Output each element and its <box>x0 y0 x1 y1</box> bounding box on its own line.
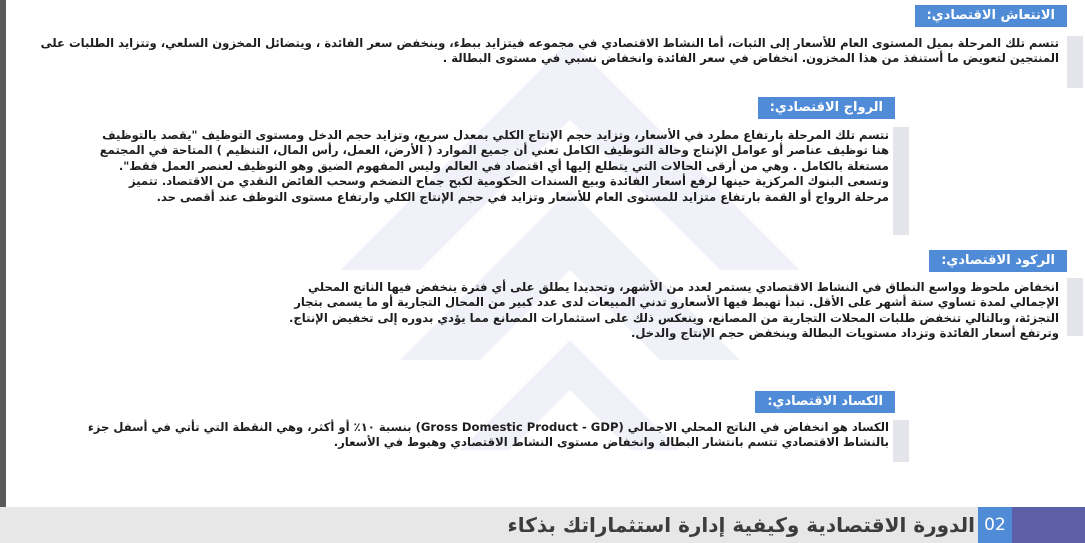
section-heading-recession: الركود الاقتصادي: <box>929 250 1067 272</box>
footer-title: الدورة الاقتصادية وكيفية إدارة استثماراتك بذكاء <box>507 513 975 537</box>
page-number: 02 <box>978 507 1012 543</box>
section-accent-bar <box>1067 36 1083 88</box>
page-footer <box>0 507 1085 543</box>
footer-accent-strip <box>1012 507 1085 543</box>
paragraph-depression: الكساد هو انخفاض في الناتج المحلي الاجمالي (Gross Domestic Product - GDP) بنسبة ١٠٪ أو أكثر، وهي النقطة التي تأتي في أسفل جزء بالنشاط الاقتصادي تتسم بانتشار البطالة وانخفاض مستوى النشاط الاقتصادي وهبوط في الأسعار. <box>87 420 889 450</box>
paragraph-recovery: تتسم تلك المرحلة بميل المستوى العام للأسعار إلى الثبات، أما النشاط الاقتصادي في مجموعه فيتزايد ببطء، وينخفض سعر الفائدة ، ويتضائل المخزون السلعي، وتتزايد الطلبات على المنتجين لتعويض ما أستنفذ من هذا المخزون. انخفاض في سعر الفائدة وانخفاض نسبي في مستوى البطالة . <box>40 36 1059 66</box>
section-heading-recovery: الانتعاش الاقتصادي: <box>915 5 1067 27</box>
paragraph-boom: تتسم تلك المرحلة بارتفاع مطرد في الأسعار، وتزايد حجم الإنتاج الكلي بمعدل سريع، وتزايد حجم الدخل ومستوى التوظيف "يقصد بالتوظيف هنا توظيف عناصر أو عوامل الإنتاج وحالة التوظيف الكامل تعني أن جميع الموارد ( الأرض، العمل، رأس المال، التنظيم ) المتاحة في المجتمع مستغلة بالكامل . وهي من أرقى الحالات التي يتطلع إليها أي اقتصاد في العالم وليس المفهوم الضيق وهو التوظيف لعنصر العمل فقط". وتسعى البنوك المركزية حينها لرفع أسعار الفائدة وبيع السندات الحكومية لكبح جماح التضخم وسحب الفائض النقدي من الاقتصاد. تتميز مرحلة الرواج أو القمة بارتفاع متزايد للمستوى العام للأسعار وتزايد في حجم الإنتاج الكلي وارتفاع مستوى التوظف عند أقصى حد. <box>99 128 889 204</box>
logo-watermark-icon <box>340 40 800 480</box>
section-accent-bar <box>893 127 909 235</box>
left-edge-bar <box>0 0 6 507</box>
section-heading-depression: الكساد الاقتصادي: <box>755 391 895 413</box>
section-accent-bar <box>1067 278 1083 336</box>
paragraph-recession: انخفاض ملحوظ وواسع النطاق في النشاط الاقتصادي يستمر لعدد من الأشهر، وتحديدا يطلق على أي فترة ينخفض فيها الناتج المحلي الإجمالي لمدة تساوي ستة أشهر على الأقل. تبدأ تهبط فيها الأسعارو تدني المبيعات لدى عدد كبير من المحال التجارية أو ما يسمى بتجار التجزئة، وبالتالي تنخفض طلبات المحلات التجارية من المصانع، وينعكس ذلك على استثمارات المصانع مما يؤدي بدوره إلى تخفيض الإنتاج. وترتفع أسعار الفائدة وتزداد مستويات البطالة وينخفض حجم الإنتاج والدخل. <box>288 280 1059 341</box>
section-accent-bar <box>893 420 909 462</box>
section-heading-boom: الرواج الاقتصادي: <box>758 97 895 119</box>
